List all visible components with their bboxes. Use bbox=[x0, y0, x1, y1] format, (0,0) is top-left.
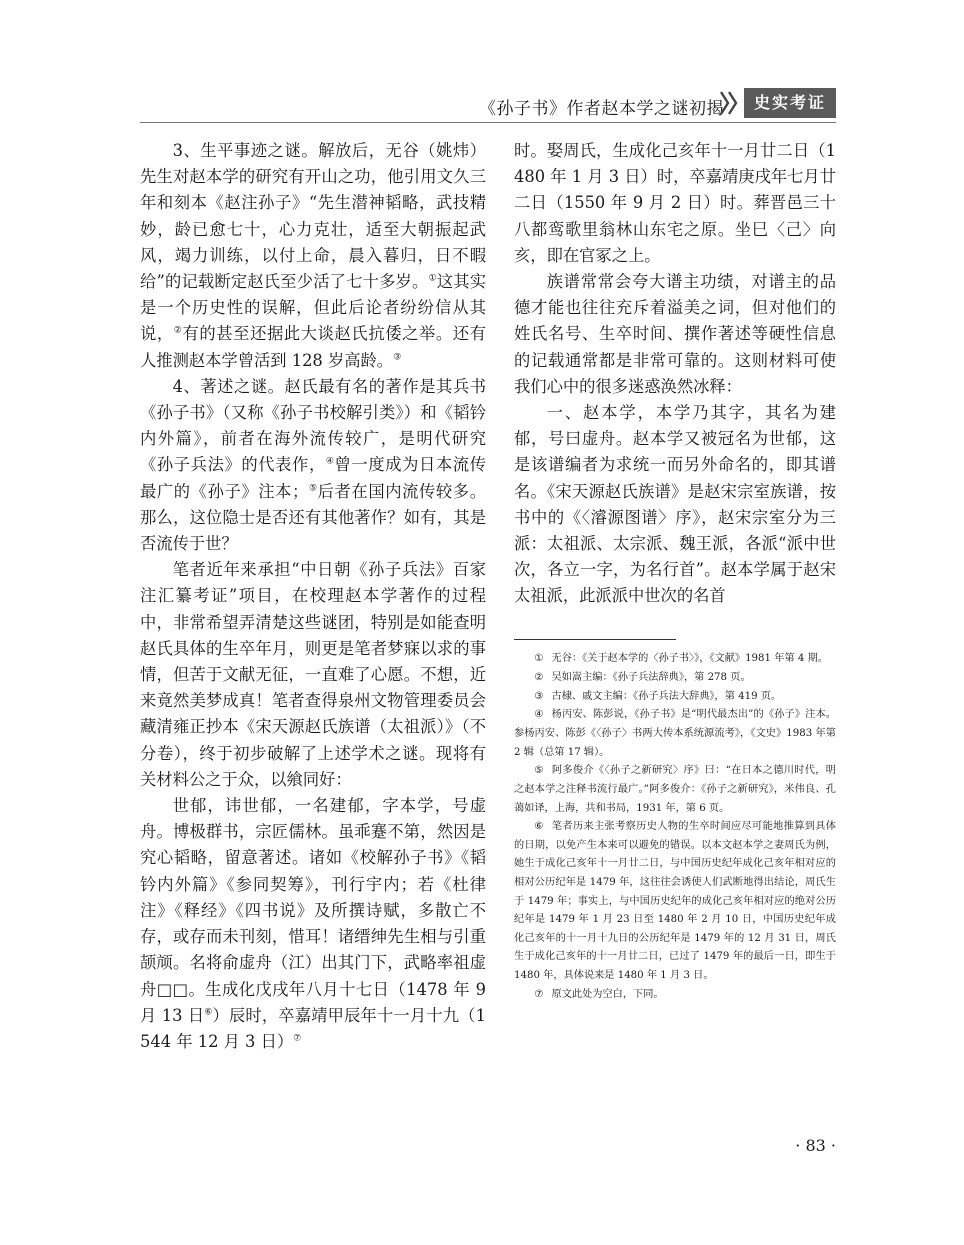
text-run: 这其实是一个历史性的误解，但此后论者纷纷信从其说， bbox=[140, 272, 486, 344]
footnote-item bbox=[514, 818, 836, 985]
text-run: 3、生平事迹之谜。解放后，无谷（姚炜）先生对赵本学的研究有开山之功，他引用文久三年和刻本《赵注孙子》“先生潜神韬略，武技精妙，龄已愈七十，心力克壮，适至大朝振起武风，竭力训练，以付上命，晨入暮归，日不暇给”的记载断定赵氏至少活了七十多岁。 bbox=[140, 141, 486, 292]
footnote-mark: ⑥ bbox=[534, 821, 544, 833]
paragraph-quote-continued: 时。娶周氏，生成化己亥年十一月廿二日（1480 年 1 月 3 日）时，卒嘉靖庚戌年七月廿二日（1550 年 9 月 2 日）时。葬晋邑三十八都鸾歌里翁林山东宅之原。坐巳〈己〉向亥，即在官冢之上。 bbox=[514, 141, 836, 265]
paragraph-reliability: 族谱常常会夸大谱主功绩，对谱主的品德才能也往往充斥着溢美之词，但对他们的姓氏名号、生卒时间、撰作著述等硬性信息的记载通常都是非常可靠的。这则材料可使我们心中的很多迷惑涣然冰释： bbox=[514, 272, 836, 396]
footnote-mark: ① bbox=[534, 653, 544, 664]
footnote-text: 笔者历来主张考察历史人物的生卒时间应尽可能地推算到具体的日期，以免产生本来可以避免的错误。以本文赵本学之妻周氏为例，她生于成化己亥年十一月廿二日，与中国历史纪年成化己亥年相对应的相对公历纪年是 1479 年，这往往会诱使人们武断地得出结论，周氏生于 1479 年；事实上，与中国历史纪年的成化己亥年相对应的绝对公历纪年是 1479 年 1 月 23 日至 1480 年 2 月 10 日，中国历史纪年成化己亥年的十一月十九日的公历纪年是 1479 年的 12 月 31 日，周氏生于成化己亥年的十一月廿二日，已过了 1479 年的最后一日，即生于 1480 年，具体说来是 1480 年 1 月 3 日。 bbox=[514, 821, 836, 982]
footnote-ref-4: ④ bbox=[325, 457, 335, 468]
footnote-ref-6: ⑥ bbox=[204, 1007, 213, 1018]
text-run: 后者在国内流传较多。那么，这位隐士是否还有其他著作？如有，其是否流传于世？ bbox=[140, 481, 486, 554]
text-run: ）辰时，卒嘉靖甲辰年十一月十九（1544 年 12 月 3 日） bbox=[140, 1005, 486, 1051]
paragraph-genealogy-quote bbox=[140, 793, 486, 1055]
footnote-item bbox=[514, 986, 836, 1005]
section-badge: 史实考证 bbox=[744, 88, 836, 118]
paragraph-research bbox=[140, 557, 486, 793]
footnote-item bbox=[514, 669, 836, 688]
footnote-text: 吴如嵩主编：《孙子兵法辞典》，第 278 页。 bbox=[551, 671, 751, 683]
right-column bbox=[514, 138, 836, 610]
text-run: 曾一度成为日本流传最广的《孙子》注本； bbox=[140, 455, 486, 501]
text-run: 笔者近年来承担“中日朝《孙子兵法》百家注汇纂考证”项目，在校理赵本学著作的过程中，非常希望弄清楚这些谜团，特别是如能查明赵氏具体的生卒年月，则更是笔者梦寐以求的事情，但苦于文献无征，一直难了心愿。不想，近来竟然美梦成真！笔者查得泉州文物管理委员会藏清雍正抄本《宋天源赵氏族谱（太祖派）》（不分卷），终于初步破解了上述学术之谜。现将有关材料公之于众，以飨同好： bbox=[140, 560, 486, 789]
paragraph-works bbox=[140, 374, 486, 557]
footnote-mark: ④ bbox=[534, 709, 544, 721]
footnote-text: 阿多俊介《〈孙子之新研究〉序》曰：“在日本之德川时代，明之赵本学之注释书流行最广。”阿多俊介：《孙子之新研究》，米伟良、孔蔼如译，上海，共和书局，1931 年，第 6 页。 bbox=[514, 765, 836, 814]
footnote-ref-3: ③ bbox=[393, 352, 402, 363]
footnote-text: 原文此处为空白，下同。 bbox=[551, 988, 664, 1000]
footnote-ref-7: ⑦ bbox=[293, 1033, 302, 1044]
footnote-text: 杨丙安、陈彭说，《孙子书》是“明代最杰出”的《孙子》注本。参杨丙安、陈彭《〈孙子〉书两大传本系统源流考》，《文史》1983 年第 2 辑（总第 17 辑）。 bbox=[514, 709, 836, 758]
footnote-text: 古棣、戚文主编：《孙子兵法大辞典》，第 419 页。 bbox=[551, 690, 782, 702]
footnote-item bbox=[514, 762, 836, 818]
footnotes bbox=[514, 650, 836, 1005]
footnote-item bbox=[514, 706, 836, 762]
footnote-item bbox=[514, 688, 836, 707]
footnote-rule bbox=[514, 639, 676, 640]
header-rule bbox=[140, 122, 836, 123]
header-title: 《孙子书》作者赵本学之谜初揭 bbox=[479, 99, 724, 119]
double-chevron-icon bbox=[718, 89, 740, 117]
text-run: 世郁，讳世郁，一名建郁，字本学，号虚舟。博极群书，宗匠儒林。虽乖蹇不第，然因是究心韬略，留意著述。诸如《校解孙子书》《韬钤内外篇》《参同契筹》，刊行宇内；若《杜律注》《释经》《四书说》及所撰诗赋，多散亡不存，或存而未刊刻，惜耳！诸缙绅先生相与引重颉颃。名将俞虚舟（江）出其门下，武略率祖虚舟□□。生成化戊戌年八月十七日（1478 年 9 月 13 日 bbox=[140, 796, 486, 1025]
footnote-text: 无谷：《关于赵本学的〈孙子书〉》，《文献》1981 年第 4 期。 bbox=[551, 653, 828, 664]
footnote-ref-1: ① bbox=[428, 273, 437, 284]
footnote-ref-5: ⑤ bbox=[308, 483, 318, 494]
left-column bbox=[140, 138, 486, 1055]
paragraph-name: 一、赵本学，本学乃其字，其名为建郁，号曰虚舟。赵本学又被冠名为世郁，这是该谱编者为求统一而另外命名的，即其谱名。《宋天源赵氏族谱》是赵宋宗室族谱，按书中的《〈濬源图谱〉序》，赵宋宗室分为三派：太祖派、太宗派、魏王派，各派“派中世次，各立一字，为名行首”。赵本学属于赵宋太祖派，此派派中世次的名首 bbox=[514, 403, 836, 606]
footnote-mark: ⑤ bbox=[534, 765, 544, 777]
running-header bbox=[140, 86, 836, 122]
footnote-mark: ③ bbox=[534, 690, 544, 702]
footnote-mark: ⑦ bbox=[534, 988, 544, 1000]
text-run: 4、著述之谜。赵氏最有名的著作是其兵书《孙子书》（又称《孙子书校解引类》）和《韬钤内外篇》，前者在海外流传较广，是明代研究《孙子兵法》的代表作， bbox=[140, 376, 486, 475]
text-run: 有的甚至还据此大谈赵氏抗倭之举。还有人推测赵本学曾活到 128 岁高龄。 bbox=[140, 324, 486, 370]
paragraph-life-story bbox=[140, 138, 486, 374]
page-number: · 83 · bbox=[795, 1136, 836, 1155]
footnote-mark: ② bbox=[534, 671, 544, 683]
footnote-ref-2: ② bbox=[173, 326, 183, 336]
footnote-item bbox=[514, 650, 836, 669]
